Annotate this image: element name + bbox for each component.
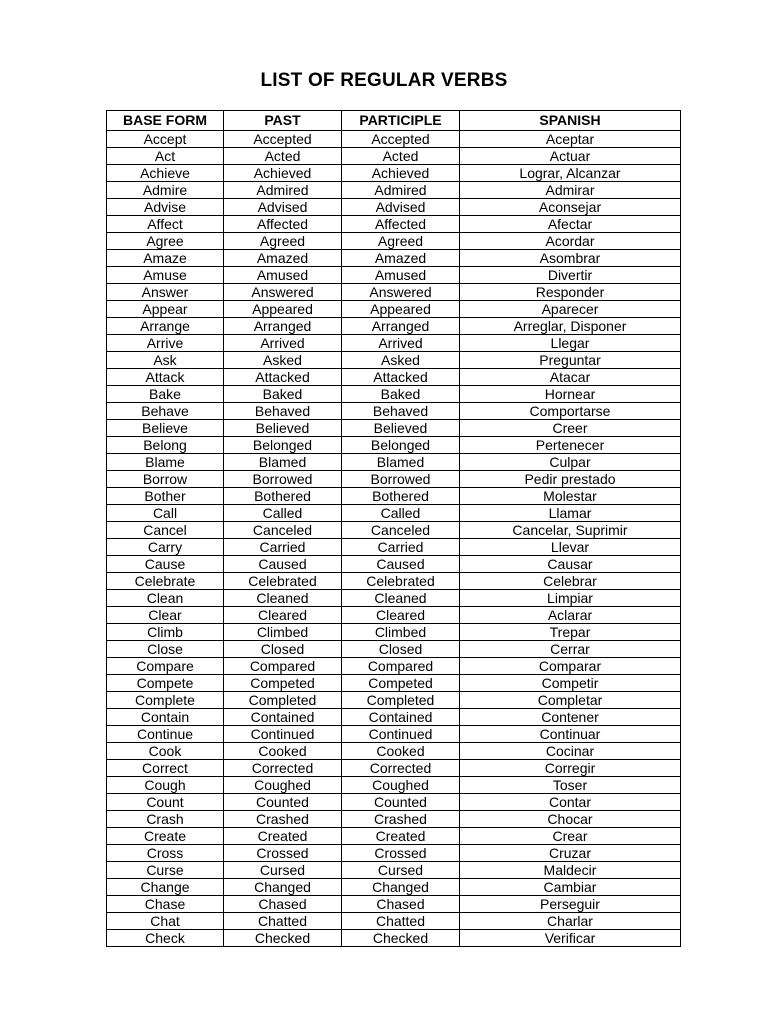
table-row bbox=[107, 454, 681, 471]
cell-participle: Chased bbox=[342, 896, 460, 913]
table-row bbox=[107, 675, 681, 692]
cell-spanish: Pertenecer bbox=[460, 437, 681, 454]
table-row bbox=[107, 896, 681, 913]
table-row bbox=[107, 352, 681, 369]
cell-spanish: Corregir bbox=[460, 760, 681, 777]
cell-past: Amused bbox=[224, 267, 342, 284]
cell-base-form: Accept bbox=[107, 131, 224, 148]
cell-participle: Bothered bbox=[342, 488, 460, 505]
cell-base-form: Climb bbox=[107, 624, 224, 641]
cell-base-form: Crash bbox=[107, 811, 224, 828]
cell-participle: Appeared bbox=[342, 301, 460, 318]
cell-past: Arranged bbox=[224, 318, 342, 335]
cell-past: Chatted bbox=[224, 913, 342, 930]
cell-spanish: Chocar bbox=[460, 811, 681, 828]
cell-participle: Crashed bbox=[342, 811, 460, 828]
cell-base-form: Compete bbox=[107, 675, 224, 692]
table-row bbox=[107, 437, 681, 454]
cell-base-form: Compare bbox=[107, 658, 224, 675]
cell-participle: Changed bbox=[342, 879, 460, 896]
cell-spanish: Preguntar bbox=[460, 352, 681, 369]
cell-base-form: Complete bbox=[107, 692, 224, 709]
table-row bbox=[107, 488, 681, 505]
cell-spanish: Aceptar bbox=[460, 131, 681, 148]
cell-spanish: Llevar bbox=[460, 539, 681, 556]
table-row bbox=[107, 369, 681, 386]
cell-spanish: Lograr, Alcanzar bbox=[460, 165, 681, 182]
cell-spanish: Contar bbox=[460, 794, 681, 811]
cell-participle: Canceled bbox=[342, 522, 460, 539]
cell-spanish: Cambiar bbox=[460, 879, 681, 896]
table-row bbox=[107, 335, 681, 352]
table-row bbox=[107, 420, 681, 437]
cell-participle: Closed bbox=[342, 641, 460, 658]
cell-participle: Cursed bbox=[342, 862, 460, 879]
cell-past: Bothered bbox=[224, 488, 342, 505]
table-body bbox=[107, 131, 681, 947]
cell-past: Baked bbox=[224, 386, 342, 403]
cell-past: Cleaned bbox=[224, 590, 342, 607]
table-row bbox=[107, 709, 681, 726]
cell-spanish: Acordar bbox=[460, 233, 681, 250]
cell-past: Amazed bbox=[224, 250, 342, 267]
cell-past: Answered bbox=[224, 284, 342, 301]
cell-spanish: Admirar bbox=[460, 182, 681, 199]
cell-participle: Achieved bbox=[342, 165, 460, 182]
cell-spanish: Creer bbox=[460, 420, 681, 437]
cell-participle: Asked bbox=[342, 352, 460, 369]
cell-spanish: Crear bbox=[460, 828, 681, 845]
cell-spanish: Celebrar bbox=[460, 573, 681, 590]
cell-base-form: Cross bbox=[107, 845, 224, 862]
cell-participle: Caused bbox=[342, 556, 460, 573]
cell-spanish: Divertir bbox=[460, 267, 681, 284]
cell-spanish: Aclarar bbox=[460, 607, 681, 624]
cell-base-form: Cook bbox=[107, 743, 224, 760]
cell-participle: Believed bbox=[342, 420, 460, 437]
table-row bbox=[107, 658, 681, 675]
table-row bbox=[107, 811, 681, 828]
table-row bbox=[107, 777, 681, 794]
cell-participle: Admired bbox=[342, 182, 460, 199]
table-row bbox=[107, 148, 681, 165]
cell-past: Called bbox=[224, 505, 342, 522]
table-row bbox=[107, 182, 681, 199]
table-row bbox=[107, 522, 681, 539]
cell-participle: Continued bbox=[342, 726, 460, 743]
cell-base-form: Chat bbox=[107, 913, 224, 930]
cell-past: Behaved bbox=[224, 403, 342, 420]
table-row bbox=[107, 930, 681, 947]
page-title: LIST OF REGULAR VERBS bbox=[260, 70, 508, 91]
cell-past: Appeared bbox=[224, 301, 342, 318]
cell-past: Believed bbox=[224, 420, 342, 437]
cell-past: Cursed bbox=[224, 862, 342, 879]
cell-base-form: Clear bbox=[107, 607, 224, 624]
cell-participle: Cleared bbox=[342, 607, 460, 624]
table-row bbox=[107, 471, 681, 488]
cell-participle: Amazed bbox=[342, 250, 460, 267]
cell-base-form: Count bbox=[107, 794, 224, 811]
cell-spanish: Charlar bbox=[460, 913, 681, 930]
cell-base-form: Continue bbox=[107, 726, 224, 743]
cell-spanish: Atacar bbox=[460, 369, 681, 386]
cell-participle: Called bbox=[342, 505, 460, 522]
cell-past: Affected bbox=[224, 216, 342, 233]
cell-base-form: Bake bbox=[107, 386, 224, 403]
table-row bbox=[107, 607, 681, 624]
cell-base-form: Ask bbox=[107, 352, 224, 369]
cell-participle: Arrived bbox=[342, 335, 460, 352]
table-row bbox=[107, 760, 681, 777]
cell-past: Admired bbox=[224, 182, 342, 199]
cell-base-form: Close bbox=[107, 641, 224, 658]
cell-base-form: Change bbox=[107, 879, 224, 896]
cell-past: Advised bbox=[224, 199, 342, 216]
table-row bbox=[107, 301, 681, 318]
table-row bbox=[107, 641, 681, 658]
cell-base-form: Bother bbox=[107, 488, 224, 505]
cell-base-form: Achieve bbox=[107, 165, 224, 182]
table-row bbox=[107, 879, 681, 896]
cell-spanish: Responder bbox=[460, 284, 681, 301]
cell-base-form: Check bbox=[107, 930, 224, 947]
cell-participle: Compared bbox=[342, 658, 460, 675]
table-row bbox=[107, 573, 681, 590]
cell-participle: Competed bbox=[342, 675, 460, 692]
cell-participle: Celebrated bbox=[342, 573, 460, 590]
header-participle: PARTICIPLE bbox=[342, 111, 460, 131]
header-base-form: BASE FORM bbox=[107, 111, 224, 131]
header-spanish: SPANISH bbox=[460, 111, 681, 131]
cell-spanish: Llamar bbox=[460, 505, 681, 522]
table-row bbox=[107, 794, 681, 811]
cell-base-form: Borrow bbox=[107, 471, 224, 488]
cell-base-form: Amaze bbox=[107, 250, 224, 267]
cell-past: Crossed bbox=[224, 845, 342, 862]
cell-spanish: Arreglar, Disponer bbox=[460, 318, 681, 335]
cell-participle: Behaved bbox=[342, 403, 460, 420]
cell-spanish: Afectar bbox=[460, 216, 681, 233]
cell-past: Coughed bbox=[224, 777, 342, 794]
cell-participle: Arranged bbox=[342, 318, 460, 335]
cell-participle: Carried bbox=[342, 539, 460, 556]
cell-spanish: Asombrar bbox=[460, 250, 681, 267]
cell-participle: Chatted bbox=[342, 913, 460, 930]
cell-participle: Counted bbox=[342, 794, 460, 811]
cell-past: Checked bbox=[224, 930, 342, 947]
table-row bbox=[107, 131, 681, 148]
cell-participle: Created bbox=[342, 828, 460, 845]
cell-spanish: Competir bbox=[460, 675, 681, 692]
cell-past: Cleared bbox=[224, 607, 342, 624]
cell-spanish: Culpar bbox=[460, 454, 681, 471]
cell-spanish: Causar bbox=[460, 556, 681, 573]
cell-base-form: Call bbox=[107, 505, 224, 522]
cell-spanish: Cruzar bbox=[460, 845, 681, 862]
cell-past: Corrected bbox=[224, 760, 342, 777]
cell-participle: Advised bbox=[342, 199, 460, 216]
cell-past: Crashed bbox=[224, 811, 342, 828]
cell-spanish: Comparar bbox=[460, 658, 681, 675]
cell-spanish: Cerrar bbox=[460, 641, 681, 658]
cell-spanish: Aparecer bbox=[460, 301, 681, 318]
cell-spanish: Continuar bbox=[460, 726, 681, 743]
table-row bbox=[107, 505, 681, 522]
cell-past: Chased bbox=[224, 896, 342, 913]
cell-participle: Checked bbox=[342, 930, 460, 947]
cell-base-form: Blame bbox=[107, 454, 224, 471]
table-row bbox=[107, 862, 681, 879]
cell-participle: Accepted bbox=[342, 131, 460, 148]
cell-base-form: Appear bbox=[107, 301, 224, 318]
cell-base-form: Agree bbox=[107, 233, 224, 250]
cell-base-form: Clean bbox=[107, 590, 224, 607]
cell-spanish: Limpiar bbox=[460, 590, 681, 607]
cell-base-form: Cough bbox=[107, 777, 224, 794]
cell-base-form: Carry bbox=[107, 539, 224, 556]
cell-participle: Affected bbox=[342, 216, 460, 233]
cell-past: Created bbox=[224, 828, 342, 845]
cell-past: Attacked bbox=[224, 369, 342, 386]
cell-base-form: Arrive bbox=[107, 335, 224, 352]
cell-spanish: Hornear bbox=[460, 386, 681, 403]
cell-spanish: Aconsejar bbox=[460, 199, 681, 216]
cell-participle: Cleaned bbox=[342, 590, 460, 607]
table-row bbox=[107, 624, 681, 641]
cell-base-form: Curse bbox=[107, 862, 224, 879]
cell-base-form: Cancel bbox=[107, 522, 224, 539]
table-row bbox=[107, 199, 681, 216]
cell-spanish: Completar bbox=[460, 692, 681, 709]
cell-participle: Agreed bbox=[342, 233, 460, 250]
cell-past: Carried bbox=[224, 539, 342, 556]
cell-participle: Completed bbox=[342, 692, 460, 709]
cell-base-form: Contain bbox=[107, 709, 224, 726]
table-row bbox=[107, 386, 681, 403]
cell-base-form: Attack bbox=[107, 369, 224, 386]
table-row bbox=[107, 726, 681, 743]
cell-spanish: Actuar bbox=[460, 148, 681, 165]
cell-past: Completed bbox=[224, 692, 342, 709]
table-row bbox=[107, 318, 681, 335]
cell-past: Borrowed bbox=[224, 471, 342, 488]
table-row bbox=[107, 845, 681, 862]
table-row bbox=[107, 267, 681, 284]
cell-past: Arrived bbox=[224, 335, 342, 352]
cell-base-form: Chase bbox=[107, 896, 224, 913]
cell-past: Competed bbox=[224, 675, 342, 692]
cell-participle: Blamed bbox=[342, 454, 460, 471]
table-row bbox=[107, 284, 681, 301]
cell-participle: Acted bbox=[342, 148, 460, 165]
cell-participle: Attacked bbox=[342, 369, 460, 386]
cell-past: Acted bbox=[224, 148, 342, 165]
table-header-row bbox=[107, 111, 681, 131]
cell-participle: Belonged bbox=[342, 437, 460, 454]
cell-spanish: Comportarse bbox=[460, 403, 681, 420]
cell-base-form: Believe bbox=[107, 420, 224, 437]
cell-past: Climbed bbox=[224, 624, 342, 641]
cell-base-form: Amuse bbox=[107, 267, 224, 284]
table-row bbox=[107, 233, 681, 250]
cell-past: Agreed bbox=[224, 233, 342, 250]
cell-base-form: Admire bbox=[107, 182, 224, 199]
cell-spanish: Cancelar, Suprimir bbox=[460, 522, 681, 539]
cell-base-form: Correct bbox=[107, 760, 224, 777]
table-row bbox=[107, 539, 681, 556]
cell-base-form: Answer bbox=[107, 284, 224, 301]
cell-past: Accepted bbox=[224, 131, 342, 148]
cell-participle: Cooked bbox=[342, 743, 460, 760]
cell-spanish: Cocinar bbox=[460, 743, 681, 760]
table-row bbox=[107, 216, 681, 233]
table-row bbox=[107, 913, 681, 930]
table-row bbox=[107, 692, 681, 709]
cell-past: Belonged bbox=[224, 437, 342, 454]
cell-participle: Corrected bbox=[342, 760, 460, 777]
cell-participle: Borrowed bbox=[342, 471, 460, 488]
cell-spanish: Perseguir bbox=[460, 896, 681, 913]
table-row bbox=[107, 556, 681, 573]
cell-base-form: Celebrate bbox=[107, 573, 224, 590]
cell-base-form: Advise bbox=[107, 199, 224, 216]
cell-participle: Answered bbox=[342, 284, 460, 301]
cell-participle: Contained bbox=[342, 709, 460, 726]
cell-spanish: Trepar bbox=[460, 624, 681, 641]
cell-base-form: Affect bbox=[107, 216, 224, 233]
cell-spanish: Maldecir bbox=[460, 862, 681, 879]
cell-spanish: Pedir prestado bbox=[460, 471, 681, 488]
cell-spanish: Contener bbox=[460, 709, 681, 726]
cell-base-form: Belong bbox=[107, 437, 224, 454]
table-row bbox=[107, 165, 681, 182]
cell-spanish: Molestar bbox=[460, 488, 681, 505]
table-row bbox=[107, 250, 681, 267]
cell-past: Canceled bbox=[224, 522, 342, 539]
table-row bbox=[107, 403, 681, 420]
cell-participle: Crossed bbox=[342, 845, 460, 862]
cell-past: Asked bbox=[224, 352, 342, 369]
regular-verbs-table bbox=[106, 110, 681, 947]
table-row bbox=[107, 828, 681, 845]
table-row bbox=[107, 590, 681, 607]
cell-spanish: Verificar bbox=[460, 930, 681, 947]
cell-past: Closed bbox=[224, 641, 342, 658]
cell-past: Blamed bbox=[224, 454, 342, 471]
cell-participle: Baked bbox=[342, 386, 460, 403]
cell-past: Compared bbox=[224, 658, 342, 675]
cell-past: Celebrated bbox=[224, 573, 342, 590]
cell-participle: Climbed bbox=[342, 624, 460, 641]
cell-past: Counted bbox=[224, 794, 342, 811]
cell-base-form: Act bbox=[107, 148, 224, 165]
cell-past: Contained bbox=[224, 709, 342, 726]
cell-participle: Coughed bbox=[342, 777, 460, 794]
cell-spanish: Llegar bbox=[460, 335, 681, 352]
cell-past: Caused bbox=[224, 556, 342, 573]
cell-base-form: Create bbox=[107, 828, 224, 845]
cell-participle: Amused bbox=[342, 267, 460, 284]
cell-base-form: Cause bbox=[107, 556, 224, 573]
cell-base-form: Arrange bbox=[107, 318, 224, 335]
table-row bbox=[107, 743, 681, 760]
cell-past: Changed bbox=[224, 879, 342, 896]
header-past: PAST bbox=[224, 111, 342, 131]
cell-base-form: Behave bbox=[107, 403, 224, 420]
cell-spanish: Toser bbox=[460, 777, 681, 794]
cell-past: Continued bbox=[224, 726, 342, 743]
cell-past: Achieved bbox=[224, 165, 342, 182]
cell-past: Cooked bbox=[224, 743, 342, 760]
